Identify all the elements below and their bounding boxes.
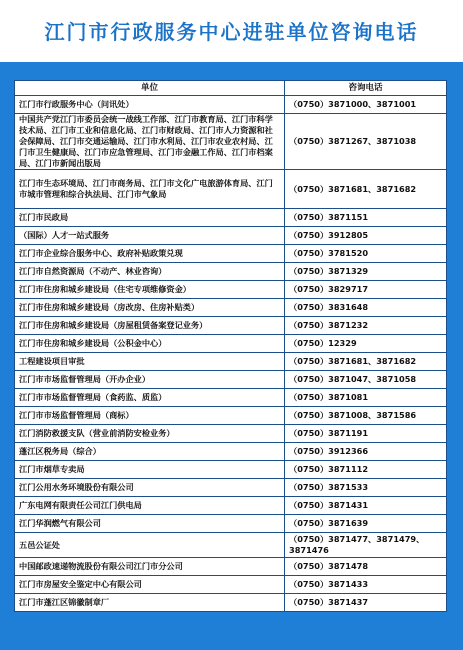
unit-cell: 江门市市场监督管理局（开办企业）: [15, 371, 285, 389]
table-row: [15, 389, 447, 407]
phone-cell: （0750）3871232: [285, 317, 447, 335]
table-row: [15, 594, 447, 612]
phone-cell: （0750）3781520: [285, 245, 447, 263]
unit-cell: 中国共产党江门市委员会统一战线工作部、江门市教育局、江门市科学技术局、江门市工业和信息化局、江门市财政局、江门市人力资源和社会保障局、江门市交通运输局、江门市水利局、江门市农业农村局、江门市卫生健康局、江门市应急管理局、江门市金融工作局、江门市档案局、江门市新闻出版局: [15, 114, 285, 170]
phone-cell: （0750）3871533: [285, 479, 447, 497]
unit-cell: 江门市生态环境局、江门市商务局、江门市文化广电旅游体育局、江门市城市管理和综合执法局、江门市气象局: [15, 170, 285, 209]
unit-cell: 江门华润燃气有限公司: [15, 515, 285, 533]
unit-cell: 江门市住房和城乡建设局（房改房、住房补贴类）: [15, 299, 285, 317]
unit-cell: 五邑公证处: [15, 533, 285, 558]
header-unit: 单位: [15, 81, 285, 96]
unit-cell: 蓬江区税务局（综合）: [15, 443, 285, 461]
table-row: [15, 335, 447, 353]
contact-table: [14, 80, 447, 612]
unit-cell: 江门市企业综合服务中心、政府补贴政策兑现: [15, 245, 285, 263]
table-row: [15, 558, 447, 576]
table-row: [15, 245, 447, 263]
table-row: [15, 114, 447, 170]
unit-cell: （国际）人才一站式服务: [15, 227, 285, 245]
table-row: [15, 227, 447, 245]
table-row: [15, 371, 447, 389]
phone-cell: （0750）3871639: [285, 515, 447, 533]
table-row: [15, 96, 447, 114]
table-row: [15, 461, 447, 479]
table-row: [15, 353, 447, 371]
phone-cell: （0750）3831648: [285, 299, 447, 317]
phone-cell: （0750）3871477、3871479、3871476: [285, 533, 447, 558]
phone-cell: （0750）3871431: [285, 497, 447, 515]
page-title: 江门市行政服务中心进驻单位咨询电话: [44, 19, 419, 44]
unit-cell: 江门市住房和城乡建设局（住宅专项维修资金）: [15, 281, 285, 299]
unit-cell: 江门市房屋安全鉴定中心有限公司: [15, 576, 285, 594]
table-row: [15, 479, 447, 497]
unit-cell: 江门市市场监督管理局（食药监、质监）: [15, 389, 285, 407]
unit-cell: 江门市住房和城乡建设局（公积金中心）: [15, 335, 285, 353]
phone-cell: （0750）3912366: [285, 443, 447, 461]
unit-cell: 江门公用水务环境股份有限公司: [15, 479, 285, 497]
phone-cell: （0750）3912805: [285, 227, 447, 245]
phone-cell: （0750）3871681、3871682: [285, 170, 447, 209]
table-row: [15, 443, 447, 461]
phone-cell: （0750）12329: [285, 335, 447, 353]
unit-cell: 江门市自然资源局（不动产、林业咨询）: [15, 263, 285, 281]
phone-cell: （0750）3871191: [285, 425, 447, 443]
table-row: [15, 281, 447, 299]
unit-cell: 江门消防救援支队（营业前消防安检业务）: [15, 425, 285, 443]
unit-cell: 江门市民政局: [15, 209, 285, 227]
phone-cell: （0750）3871112: [285, 461, 447, 479]
phone-cell: （0750）3871267、3871038: [285, 114, 447, 170]
phone-cell: （0750）3871047、3871058: [285, 371, 447, 389]
table-row: [15, 533, 447, 558]
unit-cell: 江门市蓬江区锦徽制章厂: [15, 594, 285, 612]
phone-cell: （0750）3871329: [285, 263, 447, 281]
table-row: [15, 299, 447, 317]
phone-cell: （0750）3829717: [285, 281, 447, 299]
table-row: [15, 407, 447, 425]
table-row: [15, 576, 447, 594]
table-frame: [0, 62, 463, 650]
unit-cell: 江门市烟草专卖局: [15, 461, 285, 479]
phone-cell: （0750）3871008、3871586: [285, 407, 447, 425]
table-row: [15, 497, 447, 515]
unit-cell: 中国邮政速递物流股份有限公司江门市分公司: [15, 558, 285, 576]
unit-cell: 广东电网有限责任公司江门供电局: [15, 497, 285, 515]
header-phone: 咨询电话: [285, 81, 447, 96]
table-row: [15, 425, 447, 443]
table-row: [15, 515, 447, 533]
unit-cell: 江门市市场监督管理局（商标）: [15, 407, 285, 425]
table-row: [15, 317, 447, 335]
table-row: [15, 209, 447, 227]
unit-cell: 江门市住房和城乡建设局（房屋租赁备案登记业务）: [15, 317, 285, 335]
unit-cell: 江门市行政服务中心（问讯处）: [15, 96, 285, 114]
unit-cell: 工程建设项目审批: [15, 353, 285, 371]
phone-cell: （0750）3871081: [285, 389, 447, 407]
phone-cell: （0750）3871433: [285, 576, 447, 594]
phone-cell: （0750）3871000、3871001: [285, 96, 447, 114]
phone-cell: （0750）3871437: [285, 594, 447, 612]
phone-cell: （0750）3871681、3871682: [285, 353, 447, 371]
table-header-row: [15, 81, 447, 96]
table-row: [15, 170, 447, 209]
phone-cell: （0750）3871478: [285, 558, 447, 576]
table-row: [15, 263, 447, 281]
phone-cell: （0750）3871151: [285, 209, 447, 227]
